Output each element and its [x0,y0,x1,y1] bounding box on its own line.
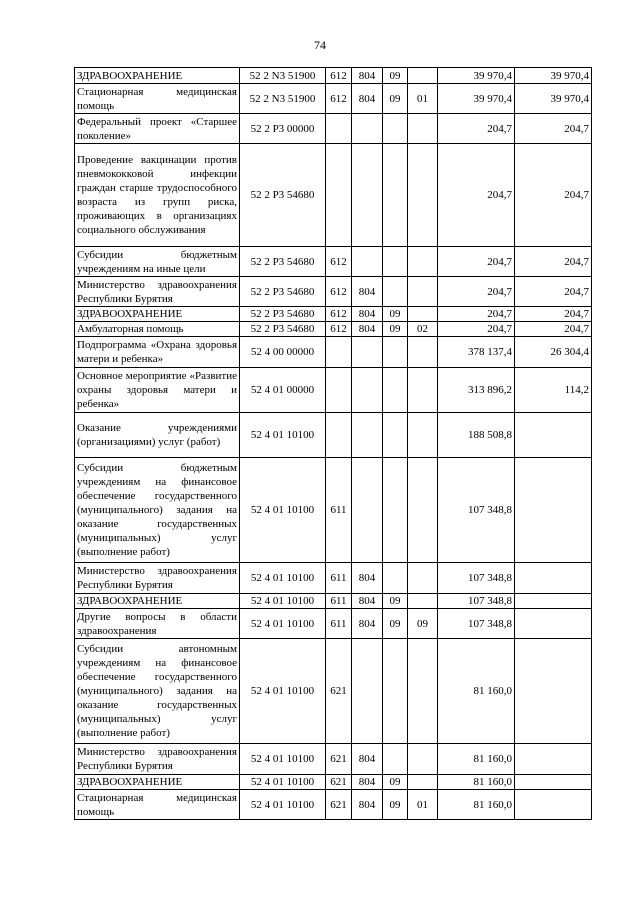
section-cell [352,413,383,458]
target-code-cell: 52 4 01 10100 [240,790,326,820]
expense-type-cell [326,114,352,144]
subsection-cell [383,563,408,594]
expense-type-cell: 611 [326,458,352,563]
table-row [75,458,592,563]
expense-type-cell: 612 [326,277,352,307]
item-code-cell [408,277,438,307]
item-code-cell [408,744,438,775]
amount-year2-cell: 26 304,4 [515,337,592,368]
subsection-cell: 09 [383,307,408,322]
row-name-cell: ЗДРАВООХРАНЕНИЕ [75,307,240,322]
row-name-cell: Оказание учреждениями (организациями) услуг (работ) [75,413,240,458]
table-row [75,368,592,413]
section-cell: 804 [352,322,383,337]
subsection-cell [383,277,408,307]
amount-year2-cell: 114,2 [515,368,592,413]
target-code-cell: 52 4 01 10100 [240,639,326,744]
amount-year1-cell: 313 896,2 [438,368,515,413]
item-code-cell: 09 [408,609,438,639]
target-code-cell: 52 2 N3 51900 [240,84,326,114]
item-code-cell: 01 [408,790,438,820]
section-cell: 804 [352,609,383,639]
target-code-cell: 52 4 01 10100 [240,413,326,458]
expense-type-cell: 612 [326,322,352,337]
target-code-cell: 52 4 01 10100 [240,594,326,609]
amount-year2-cell: 204,7 [515,114,592,144]
item-code-cell [408,337,438,368]
table-row [75,790,592,820]
row-name-cell: Амбулаторная помощь [75,322,240,337]
row-name-cell: Субсидии автономным учреждениям на финансовое обеспечение государственного (муниципального) задания на оказание государственных (муниципальных) услуг (выполнение работ) [75,639,240,744]
item-code-cell [408,563,438,594]
table-row [75,594,592,609]
item-code-cell [408,639,438,744]
section-cell: 804 [352,790,383,820]
subsection-cell [383,337,408,368]
section-cell: 804 [352,277,383,307]
table-row [75,114,592,144]
item-code-cell [408,114,438,144]
row-name-cell: Проведение вакцинации против пневмококковой инфекции граждан старше трудоспособного возраста из групп риска, проживающих в организациях социального обслуживания [75,144,240,247]
expense-type-cell: 611 [326,594,352,609]
item-code-cell [408,144,438,247]
row-name-cell: Министерство здравоохранения Республики Бурятия [75,563,240,594]
section-cell: 804 [352,775,383,790]
amount-year1-cell: 204,7 [438,277,515,307]
target-code-cell: 52 2 P3 54680 [240,277,326,307]
table-body [75,68,592,820]
target-code-cell: 52 4 01 10100 [240,775,326,790]
section-cell [352,337,383,368]
section-cell: 804 [352,594,383,609]
expense-type-cell [326,413,352,458]
table-row [75,84,592,114]
amount-year1-cell: 81 160,0 [438,744,515,775]
expense-type-cell [326,144,352,247]
table-row [75,247,592,277]
amount-year1-cell: 81 160,0 [438,775,515,790]
table-row [75,744,592,775]
table-row [75,144,592,247]
subsection-cell: 09 [383,84,408,114]
target-code-cell: 52 4 01 10100 [240,563,326,594]
expense-type-cell: 612 [326,84,352,114]
expense-type-cell [326,337,352,368]
target-code-cell: 52 4 01 10100 [240,609,326,639]
subsection-cell: 09 [383,322,408,337]
subsection-cell: 09 [383,68,408,84]
amount-year1-cell: 107 348,8 [438,458,515,563]
row-name-cell: ЗДРАВООХРАНЕНИЕ [75,68,240,84]
subsection-cell [383,744,408,775]
section-cell: 804 [352,563,383,594]
item-code-cell: 02 [408,322,438,337]
item-code-cell [408,247,438,277]
amount-year2-cell [515,563,592,594]
expense-type-cell: 612 [326,247,352,277]
item-code-cell [408,458,438,563]
subsection-cell [383,458,408,563]
subsection-cell [383,368,408,413]
amount-year2-cell: 39 970,4 [515,84,592,114]
expense-type-cell: 621 [326,639,352,744]
amount-year2-cell: 204,7 [515,277,592,307]
amount-year2-cell [515,594,592,609]
amount-year1-cell: 204,7 [438,247,515,277]
section-cell [352,639,383,744]
section-cell: 804 [352,744,383,775]
subsection-cell: 09 [383,609,408,639]
amount-year1-cell: 204,7 [438,144,515,247]
amount-year2-cell [515,639,592,744]
table-row [75,307,592,322]
amount-year1-cell: 107 348,8 [438,609,515,639]
amount-year1-cell: 81 160,0 [438,639,515,744]
table-row [75,322,592,337]
amount-year1-cell: 378 137,4 [438,337,515,368]
item-code-cell [408,307,438,322]
amount-year1-cell: 39 970,4 [438,68,515,84]
section-cell [352,144,383,247]
row-name-cell: Другие вопросы в области здравоохранения [75,609,240,639]
item-code-cell [408,413,438,458]
budget-table [74,67,592,820]
row-name-cell: Подпрограмма «Охрана здоровья матери и ребенка» [75,337,240,368]
row-name-cell: Стационарная медицинская помощь [75,790,240,820]
amount-year1-cell: 107 348,8 [438,563,515,594]
amount-year1-cell: 188 508,8 [438,413,515,458]
section-cell: 804 [352,307,383,322]
expense-type-cell: 621 [326,775,352,790]
row-name-cell: ЗДРАВООХРАНЕНИЕ [75,594,240,609]
amount-year1-cell: 81 160,0 [438,790,515,820]
target-code-cell: 52 4 01 00000 [240,368,326,413]
row-name-cell: ЗДРАВООХРАНЕНИЕ [75,775,240,790]
amount-year2-cell [515,790,592,820]
subsection-cell [383,247,408,277]
expense-type-cell: 611 [326,563,352,594]
row-name-cell: Субсидии бюджетным учреждениям на иные цели [75,247,240,277]
row-name-cell: Министерство здравоохранения Республики Бурятия [75,744,240,775]
section-cell [352,247,383,277]
section-cell [352,114,383,144]
subsection-cell [383,114,408,144]
expense-type-cell: 612 [326,307,352,322]
amount-year2-cell: 39 970,4 [515,68,592,84]
subsection-cell: 09 [383,790,408,820]
amount-year2-cell: 204,7 [515,307,592,322]
target-code-cell: 52 2 P3 54680 [240,144,326,247]
amount-year2-cell [515,609,592,639]
target-code-cell: 52 4 00 00000 [240,337,326,368]
subsection-cell: 09 [383,775,408,790]
subsection-cell [383,639,408,744]
item-code-cell [408,775,438,790]
table-row [75,563,592,594]
amount-year2-cell: 204,7 [515,247,592,277]
subsection-cell [383,144,408,247]
section-cell [352,368,383,413]
expense-type-cell: 621 [326,744,352,775]
target-code-cell: 52 4 01 10100 [240,458,326,563]
expense-type-cell: 612 [326,68,352,84]
target-code-cell: 52 2 P3 54680 [240,322,326,337]
section-cell: 804 [352,84,383,114]
target-code-cell: 52 2 N3 51900 [240,68,326,84]
item-code-cell [408,68,438,84]
subsection-cell: 09 [383,594,408,609]
target-code-cell: 52 4 01 10100 [240,744,326,775]
table-row [75,68,592,84]
amount-year2-cell [515,775,592,790]
target-code-cell: 52 2 P3 00000 [240,114,326,144]
amount-year1-cell: 204,7 [438,114,515,144]
amount-year2-cell: 204,7 [515,144,592,247]
row-name-cell: Федеральный проект «Старшее поколение» [75,114,240,144]
amount-year2-cell [515,413,592,458]
amount-year2-cell [515,458,592,563]
row-name-cell: Министерство здравоохранения Республики Бурятия [75,277,240,307]
amount-year2-cell: 204,7 [515,322,592,337]
target-code-cell: 52 2 P3 54680 [240,307,326,322]
row-name-cell: Стационарная медицинская помощь [75,84,240,114]
expense-type-cell: 621 [326,790,352,820]
amount-year2-cell [515,744,592,775]
amount-year1-cell: 204,7 [438,322,515,337]
table-row [75,277,592,307]
amount-year1-cell: 39 970,4 [438,84,515,114]
expense-type-cell: 611 [326,609,352,639]
table-row [75,413,592,458]
target-code-cell: 52 2 P3 54680 [240,247,326,277]
table-row [75,775,592,790]
expense-type-cell [326,368,352,413]
amount-year1-cell: 107 348,8 [438,594,515,609]
table-row [75,337,592,368]
item-code-cell [408,368,438,413]
table-row [75,609,592,639]
subsection-cell [383,413,408,458]
row-name-cell: Основное мероприятие «Развитие охраны здоровья матери и ребенка» [75,368,240,413]
page-number: 74 [314,38,326,52]
item-code-cell: 01 [408,84,438,114]
amount-year1-cell: 204,7 [438,307,515,322]
section-cell: 804 [352,68,383,84]
row-name-cell: Субсидии бюджетным учреждениям на финансовое обеспечение государственного (муниципального) задания на оказание государственных (муниципальных) услуг (выполнение работ) [75,458,240,563]
item-code-cell [408,594,438,609]
section-cell [352,458,383,563]
table-row [75,639,592,744]
